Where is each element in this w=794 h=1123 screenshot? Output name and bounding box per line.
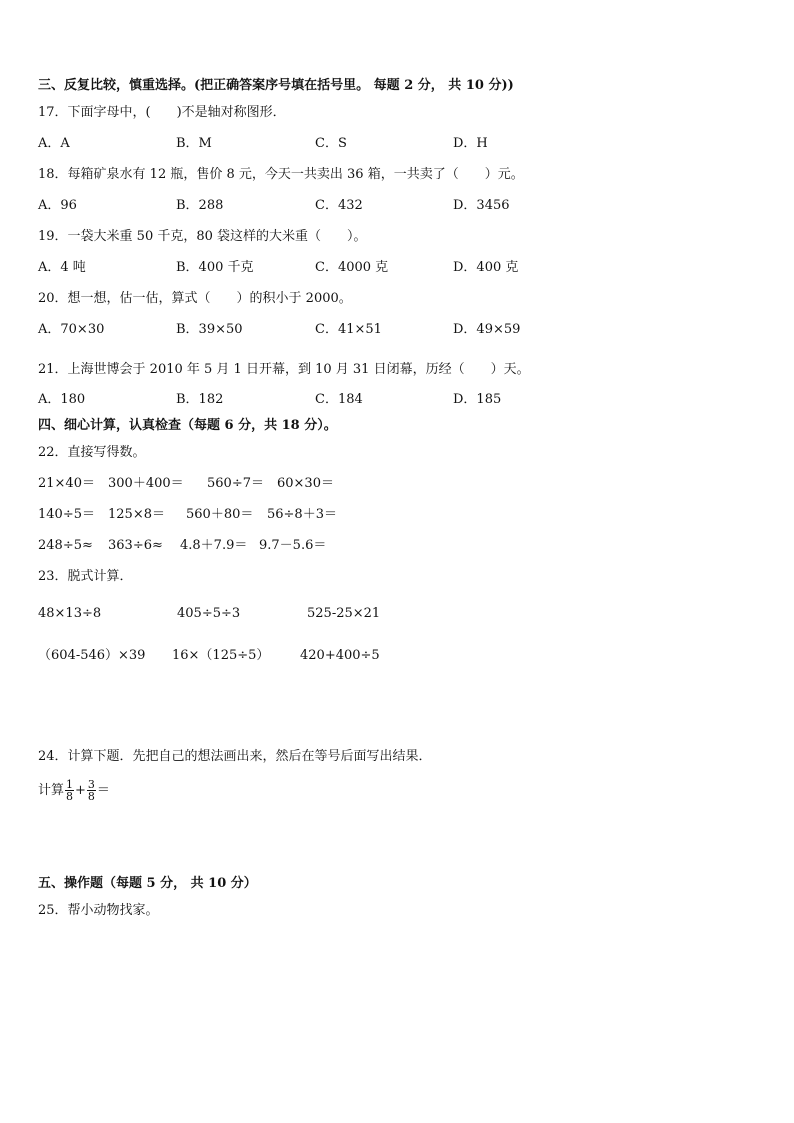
q18-option-c: C．432 (315, 198, 363, 213)
question-20-stem: 20．想一想，估一估，算式（ ）的积小于 2000。 (38, 291, 352, 306)
q22-item: 363÷6≈ (108, 538, 163, 553)
q23-item: 16×（125÷5） (172, 648, 270, 663)
q23-item: 420+400÷5 (300, 648, 380, 663)
q22-item: 9.7－5.6＝ (259, 538, 327, 553)
q20-option-d: D．49×59 (453, 322, 521, 337)
q22-item: 21×40＝ (38, 476, 95, 491)
q17-option-b: B．M (176, 136, 212, 151)
q22-item: 56÷8＋3＝ (267, 507, 337, 522)
q17-option-d: D．H (453, 136, 488, 151)
question-21-stem: 21．上海世博会于 2010 年 5 月 1 日开幕，到 10 月 31 日闭幕，历经（ ）天。 (38, 362, 530, 377)
fraction-numerator: 1 (66, 778, 74, 791)
q19-option-b: B．400 千克 (176, 260, 254, 275)
q18-option-d: D．3456 (453, 198, 510, 213)
fraction-1-8 (65, 779, 74, 802)
section5-heading: 五、操作题（每题 5 分， 共 10 分） (38, 876, 257, 891)
q19-option-d: D．400 克 (453, 260, 519, 275)
q22-item: 60×30＝ (277, 476, 334, 491)
q19-option-c: C．4000 克 (315, 260, 389, 275)
q22-item: 560＋80＝ (186, 507, 254, 522)
fraction-denominator: 8 (66, 790, 74, 803)
question-19-stem: 19．一袋大米重 50 千克，80 袋这样的大米重（ ）。 (38, 229, 367, 244)
q22-item: 140÷5＝ (38, 507, 95, 522)
q21-option-a: A．180 (38, 392, 86, 407)
question-18-stem: 18．每箱矿泉水有 12 瓶，售价 8 元，今天一共卖出 36 箱，一共卖了（ ）元。 (38, 167, 524, 182)
q20-option-c: C．41×51 (315, 322, 382, 337)
fraction-denominator: 8 (87, 790, 95, 803)
q23-item: 48×13÷8 (38, 606, 102, 621)
q22-item: 125×8＝ (108, 507, 165, 522)
q17-option-a: A．A (38, 136, 70, 151)
q22-item: 300＋400＝ (108, 476, 184, 491)
q22-item: 248÷5≈ (38, 538, 93, 553)
q21-option-b: B．182 (176, 392, 224, 407)
q18-option-b: B．288 (176, 198, 224, 213)
q24-expression (38, 774, 110, 808)
section3-heading: 三、反复比较，慎重选择。(把正确答案序号填在括号里。 每题 2 分， 共 10 分)) (38, 78, 514, 93)
equals-sign: ＝ (96, 783, 110, 798)
q23-item: 405÷5÷3 (177, 606, 241, 621)
q19-option-a: A．4 吨 (38, 260, 86, 275)
q20-option-a: A．70×30 (38, 322, 105, 337)
q17-option-c: C．S (315, 136, 347, 151)
question-24-stem: 24．计算下题．先把自己的想法画出来，然后在等号后面写出结果． (38, 749, 432, 764)
q21-option-d: D．185 (453, 392, 502, 407)
question-25-stem: 25．帮小动物找家。 (38, 903, 159, 918)
q18-option-a: A．96 (38, 198, 77, 213)
q23-item: （604-546）×39 (38, 648, 146, 663)
fraction-numerator: 3 (87, 778, 95, 791)
question-23-stem: 23．脱式计算． (38, 569, 133, 584)
question-22-stem: 22．直接写得数。 (38, 445, 146, 460)
q22-item: 4.8＋7.9＝ (180, 538, 248, 553)
q24-prefix: 计算 (38, 783, 65, 798)
plus-sign: + (75, 783, 86, 798)
fraction-3-8 (87, 779, 96, 802)
section4-heading: 四、细心计算，认真检查（每题 6 分，共 18 分）。 (38, 418, 337, 433)
q23-item: 525-25×21 (307, 606, 381, 621)
question-17-stem: 17．下面字母中，( )不是轴对称图形． (38, 105, 286, 120)
q21-option-c: C．184 (315, 392, 363, 407)
q20-option-b: B．39×50 (176, 322, 243, 337)
q22-item: 560÷7＝ (207, 476, 264, 491)
